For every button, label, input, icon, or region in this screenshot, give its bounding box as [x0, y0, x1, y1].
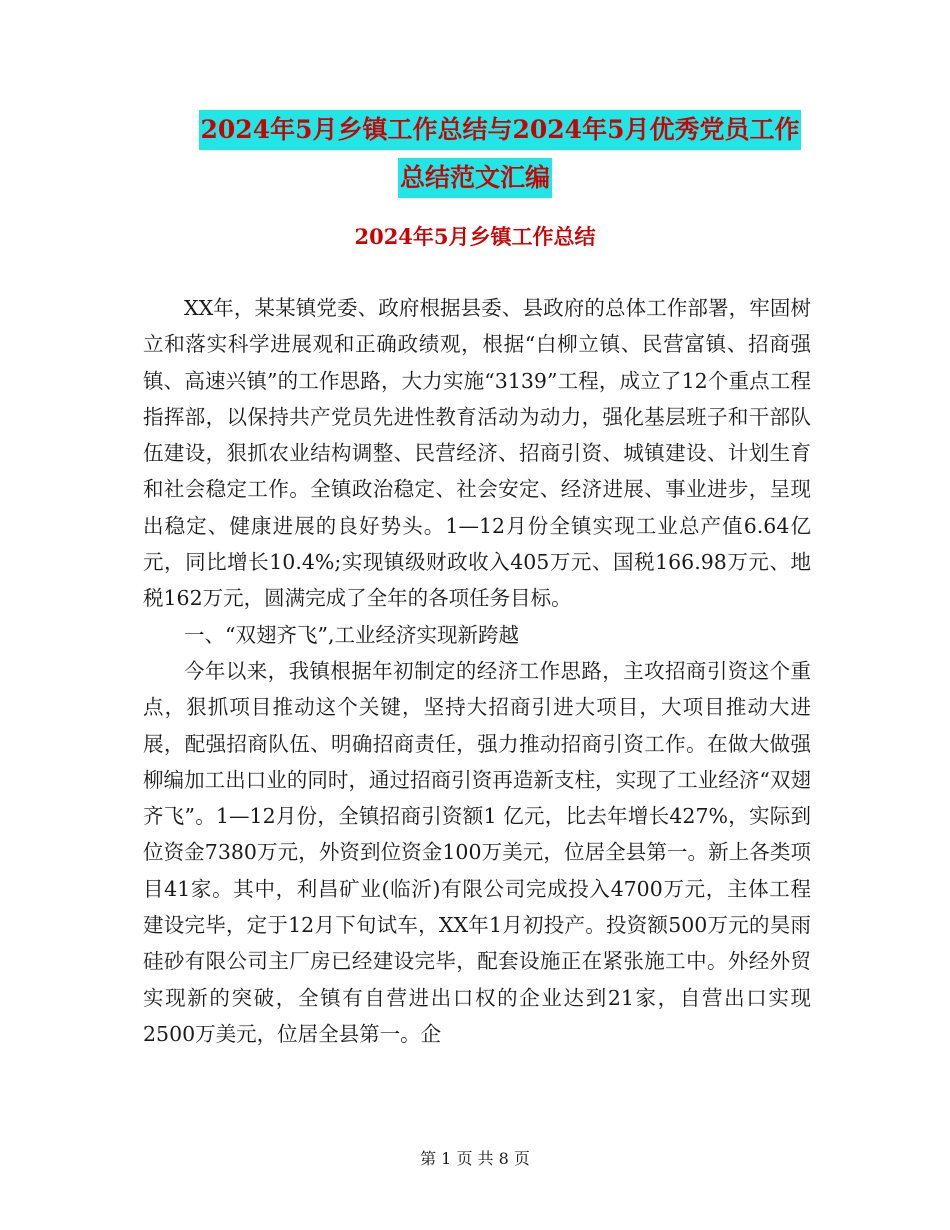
document-title [0, 110, 950, 198]
subheading-industrial-economy: 一、“双翅齐飞”,工业经济实现新跨越 [184, 622, 519, 647]
page-footer: 第 1 页 共 8 页 [420, 1149, 530, 1168]
title-line-2: 总结范文汇编 [398, 158, 552, 198]
section-title: 2024年5月乡镇工作总结 [354, 224, 596, 249]
paragraph-investment: 今年以来，我镇根据年初制定的经济工作思路，主攻招商引资这个重点，狠抓项目推动这个关键，坚持大招商引进大项目，大项目推动大进展，配强招商队伍、明确招商责任，强力推动招商引资工作。在做大做强柳编加工出口业的同时，通过招商引资再造新支柱，实现了工业经济“双翅齐飞”。1—12月份，全镇招商引资额1 亿元，比去年增长427%，实际到位资金7380万元，外资到位资金100万美元，位居全县第一。新上各类项目41家。其中，利昌矿业(临沂)有限公司完成投入4700万元，主体工程建设完毕，定于12月下旬试车，XX年1月初投产。投资额500万元的昊雨硅砂有限公司主厂房已经建设完毕，配套设施正在紧张施工中。外经外贸实现新的突破，全镇有自营进出口权的企业达到21家，自营出口实现2500万美元，位居全县第一。企 [143, 658, 811, 1046]
body-text [143, 290, 811, 1052]
title-line-1: 2024年5月乡镇工作总结与2024年5月优秀党员工作 [199, 110, 802, 150]
paragraph-intro: XX年，某某镇党委、政府根据县委、县政府的总体工作部署，牢固树立和落实科学进展观和正确政绩观，根据“白柳立镇、民营富镇、招商强镇、高速兴镇”的工作思路，大力实施“3139”工程，成立了12个重点工程指挥部，以保持共产党员先进性教育活动为动力，强化基层班子和干部队伍建设，狠抓农业结构调整、民营经济、招商引资、城镇建设、计划生育和社会稳定工作。全镇政治稳定、社会安定、经济进展、事业进步，呈现出稳定、健康进展的良好势头。1—12月份全镇实现工业总产值6.64亿元，同比增长10.4%;实现镇级财政收入405万元、国税166.98万元、地税162万元，圆满完成了全年的各项任务目标。 [143, 296, 811, 611]
